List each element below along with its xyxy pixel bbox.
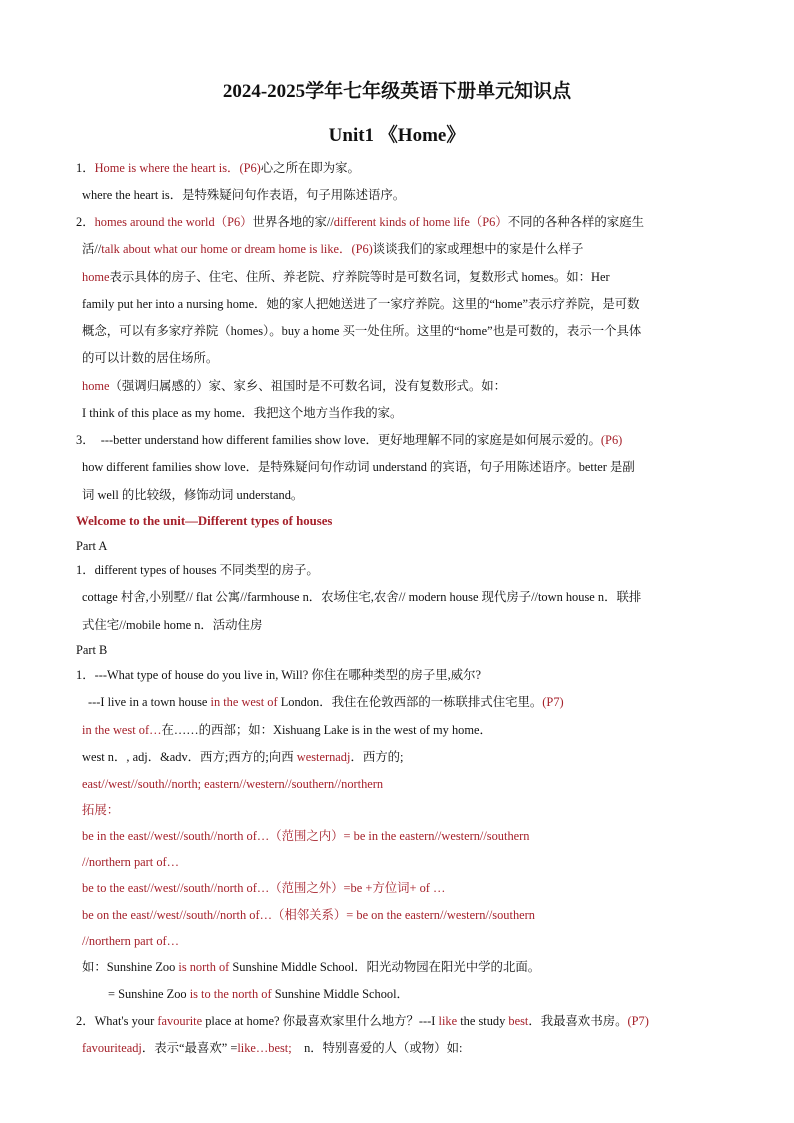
line-text: 2．: [76, 215, 95, 229]
line-text: cottage 村舍,小别墅// flat 公寓//farmhouse n．农场住宅,农舍// modern house 现代房子//town house n．联排: [82, 590, 642, 604]
line-text: family put her into a nursing home．她的家人把她送进了一家疗养院。这里的“home”表示疗养院，是可数: [82, 297, 640, 311]
text-line: [76, 666, 481, 684]
line-text: ．西方的;: [350, 750, 404, 764]
text-line: [76, 431, 622, 449]
line-text: London．我住在伦敦西部的一栋联排式住宅里。: [277, 695, 543, 709]
highlighted-text: //northern part of…: [82, 934, 180, 948]
line-text: Sunshine Middle School．: [271, 987, 409, 1001]
text-line: [82, 827, 529, 845]
highlighted-text: talk about what our home or dream home is like．(P6): [101, 242, 373, 256]
highlighted-text: is to the north of: [189, 987, 272, 1001]
line-text: 词 well 的比较级，修饰动词 understand。: [82, 488, 304, 502]
text-line: [82, 349, 218, 367]
line-text: where the heart is．是特殊疑问句作表语，句子用陈述语序。: [82, 188, 406, 202]
highlighted-text: be to the east//west//south//north of…（范围之外）=be +方位词+ of …: [82, 881, 446, 895]
text-line: [82, 1039, 462, 1057]
text-line: [76, 641, 107, 659]
text-line: [76, 537, 107, 555]
text-line: [82, 879, 445, 897]
text-line: [76, 561, 319, 579]
highlighted-text: //northern part of…: [82, 855, 180, 869]
highlighted-text: westernadj: [296, 750, 351, 764]
section-heading: [76, 512, 332, 530]
line-text: 概念，可以有多家疗养院（homes）。buy a home 买一处住所。这里的“home”也是可数的，表示一个具体: [82, 324, 642, 338]
line-text: 不同的各种各样的家庭生: [507, 215, 644, 229]
highlighted-text: Home is where the heart is．(P6): [94, 161, 261, 175]
text-line: [82, 377, 506, 395]
document-title: 2024-2025学年七年级英语下册单元知识点: [222, 81, 572, 102]
line-text: 3． ---better understand how different families show love．更好地理解不同的家庭是如何展示爱的。: [76, 433, 601, 447]
highlighted-text: (P6): [600, 433, 623, 447]
line-text: = Sunshine Zoo: [108, 987, 190, 1001]
line-text: 活//: [82, 242, 102, 256]
text-line: [82, 404, 402, 422]
highlighted-text: homes around the world（P6）: [94, 215, 253, 229]
text-line: [82, 775, 383, 793]
text-line: [82, 268, 610, 286]
highlighted-text: like…best;: [237, 1041, 292, 1055]
text-line: [82, 958, 540, 976]
line-text: 如：Sunshine Zoo: [82, 960, 179, 974]
line-text: ---I live in a town house: [88, 695, 211, 709]
line-text: the study: [457, 1014, 509, 1028]
line-text: Sunshine Middle School．阳光动物园在阳光中学的北面。: [229, 960, 541, 974]
text-line: [76, 159, 360, 177]
highlighted-text: best: [508, 1014, 529, 1028]
text-line: [82, 721, 492, 739]
line-text: west n．, adj．&adv．西方;西方的;向西: [82, 750, 297, 764]
unit-heading: Unit1 《Home》: [328, 125, 466, 146]
text-line: [82, 486, 303, 504]
line-text: how different families show love．是特殊疑问句作动词 understand 的宾语，句子用陈述语序。better 是副: [82, 460, 635, 474]
line-text: 1．---What type of house do you live in, Will? 你住在哪种类型的房子里,威尔?: [76, 668, 482, 682]
text-line: [82, 853, 179, 871]
highlighted-text: favourite: [157, 1014, 203, 1028]
highlighted-text: like: [438, 1014, 458, 1028]
line-text: n．特别喜爱的人（或物）如:: [291, 1041, 463, 1055]
line-text: 表示具体的房子、住宅、住所、养老院、疗养院等时是可数名词，复数形式 homes。如：Her: [109, 270, 610, 284]
line-text: 心之所在即为家。: [260, 161, 360, 175]
highlighted-text: in the west of: [210, 695, 278, 709]
line-text: 谈谈我们的家或理想中的家是什么样子: [372, 242, 584, 256]
text-line: [76, 213, 644, 231]
text-line: [82, 458, 635, 476]
text-line: [82, 588, 641, 606]
text-line: [82, 322, 641, 340]
highlighted-text: east//west//south//north; eastern//western//southern//northern: [82, 777, 384, 791]
text-line: [82, 186, 405, 204]
line-text: 2．What's your: [76, 1014, 158, 1028]
line-text: 1．: [76, 161, 95, 175]
line-text: place at home? 你最喜欢家里什么地方？---I: [202, 1014, 439, 1028]
highlighted-text: favouriteadj: [82, 1041, 142, 1055]
highlighted-text: Welcome to the unit—Different types of houses: [76, 514, 333, 528]
line-text: 式住宅//mobile home n．活动住房: [82, 618, 263, 632]
text-line: [108, 985, 409, 1003]
text-line: [82, 932, 179, 950]
text-line: [82, 616, 262, 634]
highlighted-text: is north of: [178, 960, 230, 974]
text-line: [76, 1012, 649, 1030]
line-text: ．表示“最喜欢” =: [141, 1041, 238, 1055]
highlighted-text: in the west of…: [82, 723, 162, 737]
highlighted-text: 拓展：: [82, 803, 120, 817]
text-line: [88, 693, 564, 711]
highlighted-text: different kinds of home life（P6）: [333, 215, 508, 229]
text-line: [82, 240, 583, 258]
line-text: 世界各地的家//: [252, 215, 334, 229]
text-line: [82, 295, 640, 313]
line-text: I think of this place as my home．我把这个地方当作我的家。: [82, 406, 403, 420]
line-text: 1．different types of houses 不同类型的房子。: [76, 563, 319, 577]
line-text: 的可以计数的居住场所。: [82, 351, 219, 365]
text-line: [82, 906, 535, 924]
text-line: [82, 748, 403, 766]
highlighted-text: home: [82, 270, 110, 284]
line-text: ．我最喜欢书房。: [528, 1014, 628, 1028]
highlighted-text: (P7): [627, 1014, 649, 1028]
line-text: Part A: [76, 539, 108, 553]
highlighted-text: be on the east//west//south//north of…（相邻关系）= be on the eastern//western//southern: [82, 908, 535, 922]
line-text: 在……的西部；如：Xishuang Lake is in the west of my home．: [161, 723, 492, 737]
line-text: Part B: [76, 643, 108, 657]
line-text: （强调归属感的）家、家乡、祖国时是不可数名词，没有复数形式。如：: [109, 379, 507, 393]
highlighted-text: home: [82, 379, 110, 393]
highlighted-text: be in the east//west//south//north of…（范围之内）= be in the eastern//western//southern: [82, 829, 530, 843]
text-line: [82, 801, 119, 819]
highlighted-text: (P7): [542, 695, 564, 709]
